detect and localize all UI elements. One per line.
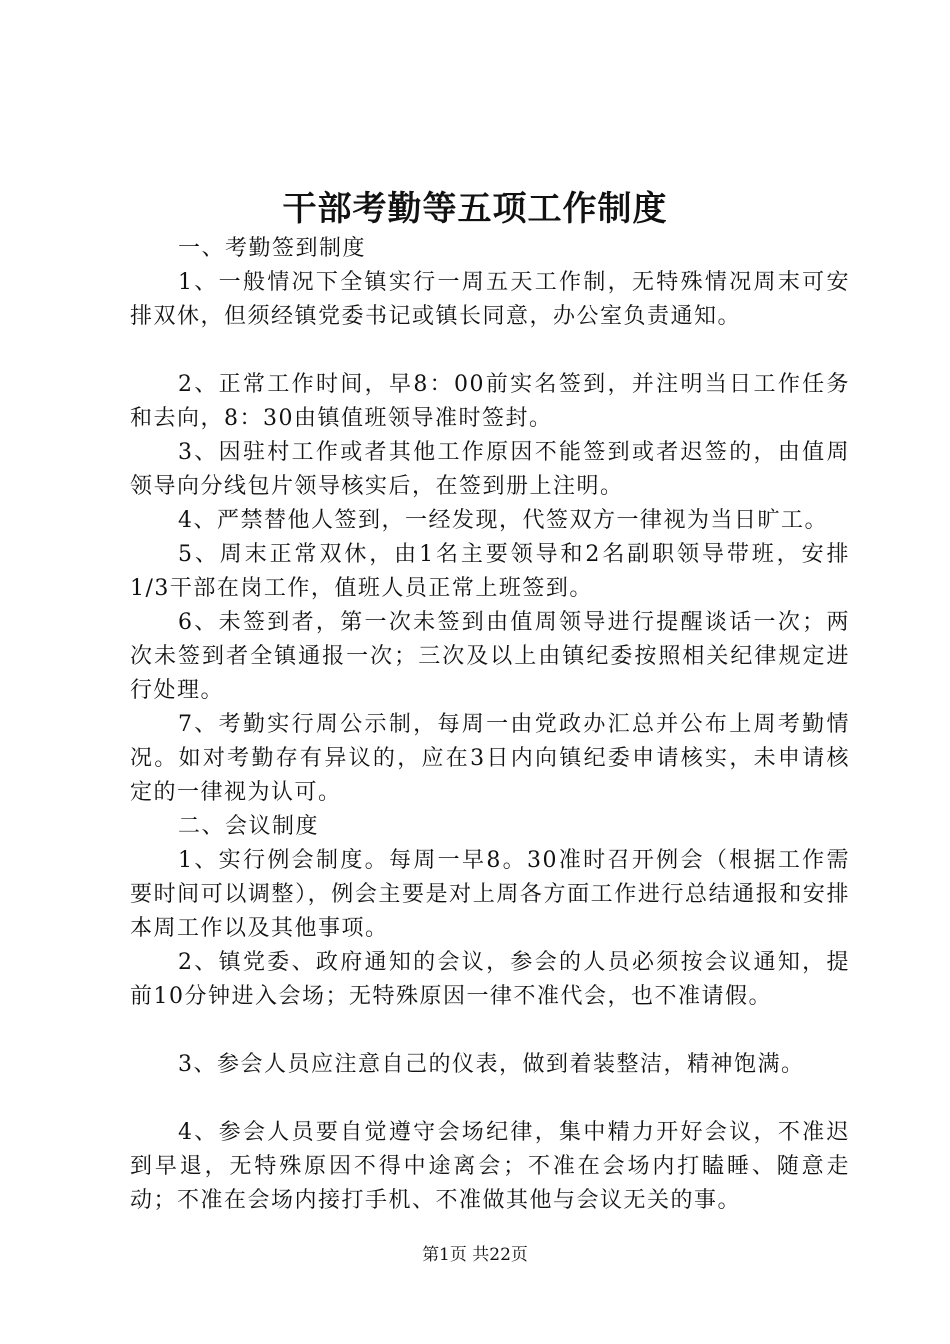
paragraph: 2、镇党委、政府通知的会议，参会的人员必须按会议通知，提前10分钟进入会场；无特殊原因一律不准代会，也不准请假。	[130, 950, 850, 1009]
page-footer: 第1页 共22页	[422, 1245, 528, 1265]
document-title: 干部考勤等五项工作制度	[282, 189, 668, 229]
section-heading-meeting: 二、会议制度	[178, 814, 320, 839]
paragraph: 3、因驻村工作或者其他工作原因不能签到或者迟签的，由值周领导向分线包片领导核实后，在签到册上注明。	[130, 440, 850, 499]
blank-line	[130, 1014, 850, 1048]
paragraph: 2、正常工作时间，早8：00前实名签到，并注明当日工作任务和去向，8：30由镇值班领导准时签封。	[130, 372, 850, 431]
blank-line	[130, 1082, 850, 1116]
blank-line	[130, 334, 850, 368]
paragraph: 7、考勤实行周公示制，每周一由党政办汇总并公布上周考勤情况。如对考勤存有异议的，应在3日内向镇纪委申请核实，未申请核定的一律视为认可。	[130, 712, 850, 805]
paragraph: 1、一般情况下全镇实行一周五天工作制，无特殊情况周末可安排双休，但须经镇党委书记或镇长同意，办公室负责通知。	[130, 270, 850, 329]
paragraph: 4、参会人员要自觉遵守会场纪律，集中精力开好会议，不准迟到早退，无特殊原因不得中途离会；不准在会场内打瞌睡、随意走动；不准在会场内接打手机、不准做其他与会议无关的事。	[130, 1120, 850, 1213]
section-heading-attendance: 一、考勤签到制度	[178, 236, 367, 261]
paragraph: 3、参会人员应注意自己的仪表，做到着装整洁，精神饱满。	[178, 1052, 805, 1077]
document-body	[130, 232, 850, 1218]
paragraph: 1、实行例会制度。每周一早8。30准时召开例会（根据工作需要时间可以调整），例会主要是对上周各方面工作进行总结通报和安排本周工作以及其他事项。	[130, 848, 850, 941]
paragraph: 4、严禁替他人签到，一经发现，代签双方一律视为当日旷工。	[178, 508, 828, 533]
paragraph: 5、周末正常双休，由1名主要领导和2名副职领导带班，安排1/3干部在岗工作，值班人员正常上班签到。	[130, 542, 850, 601]
paragraph: 6、未签到者，第一次未签到由值周领导进行提醒谈话一次；两次未签到者全镇通报一次；三次及以上由镇纪委按照相关纪律规定进行处理。	[130, 610, 850, 703]
